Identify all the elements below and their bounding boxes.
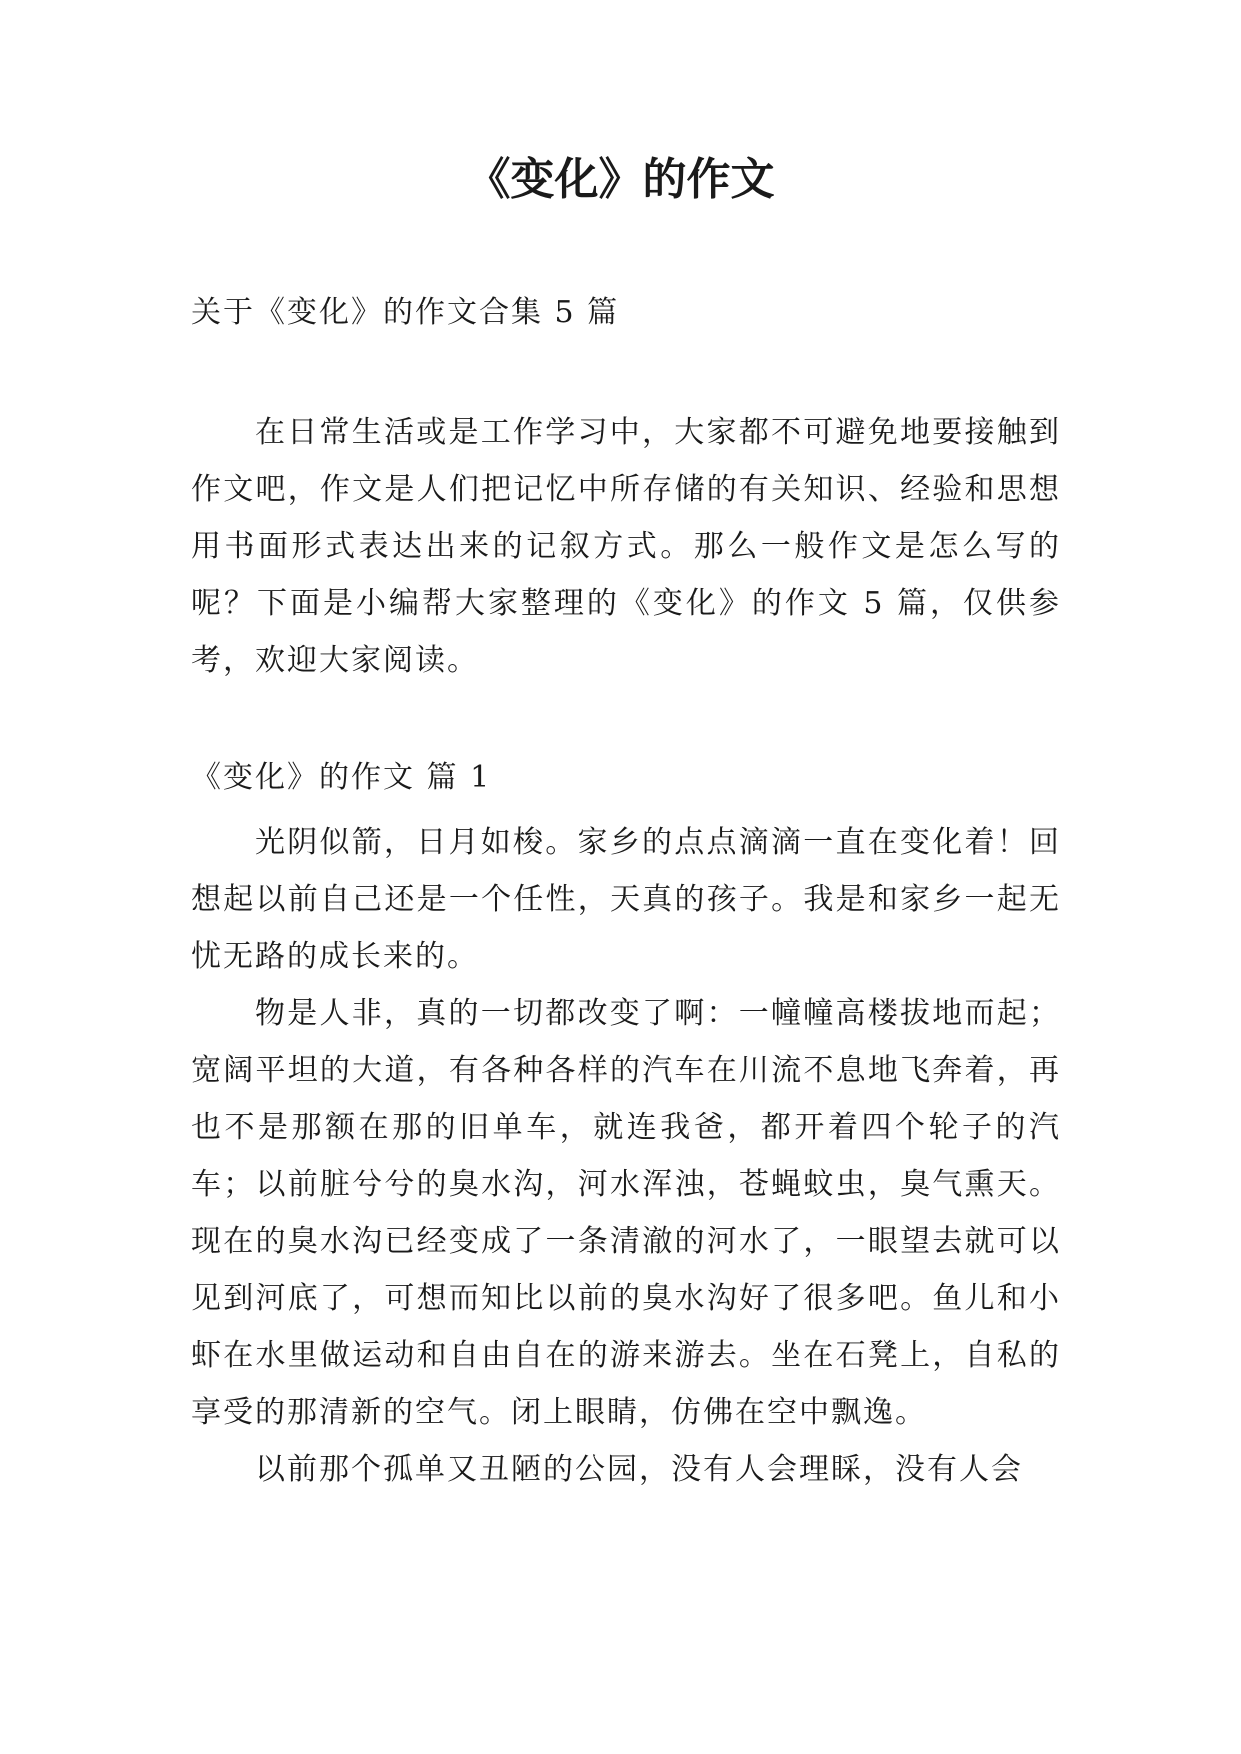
- section-paragraph: 光阴似箭，日月如梭。家乡的点点滴滴一直在变化着！回想起以前自己还是一个任性，天真的孩子。我是和家乡一起无忧无路的成长来的。: [191, 825, 1061, 974]
- intro-block: [191, 404, 1061, 689]
- section-heading: 《变化》的作文 篇 1: [191, 760, 492, 795]
- intro-paragraph: 在日常生活或是工作学习中，大家都不可避免地要接触到作文吧，作文是人们把记忆中所存储的有关知识、经验和思想用书面形式表达出来的记叙方式。那么一般作文是怎么写的呢？下面是小编帮大家整理的《变化》的作文 5 篇，仅供参考，欢迎大家阅读。: [191, 415, 1061, 678]
- section-paragraph: 以前那个孤单又丑陋的公园，没有人会理睬，没有人会: [255, 1452, 1023, 1487]
- section-body: [191, 814, 1061, 1498]
- section-paragraph: 物是人非，真的一切都改变了啊：一幢幢高楼拔地而起；宽阔平坦的大道，有各种各样的汽车在川流不息地飞奔着，再也不是那额在那的旧单车，就连我爸，都开着四个轮子的汽车；以前脏兮兮的臭水沟，河水浑浊，苍蝇蚊虫，臭气熏天。现在的臭水沟已经变成了一条清澈的河水了，一眼望去就可以见到河底了，可想而知比以前的臭水沟好了很多吧。鱼儿和小虾在水里做运动和自由自在的游来游去。坐在石凳上，自私的享受的那清新的空气。闭上眼睛，仿佛在空中飘逸。: [191, 996, 1061, 1430]
- document-subtitle: 关于《变化》的作文合集 5 篇: [191, 295, 620, 330]
- document-title: 《变化》的作文: [466, 154, 775, 205]
